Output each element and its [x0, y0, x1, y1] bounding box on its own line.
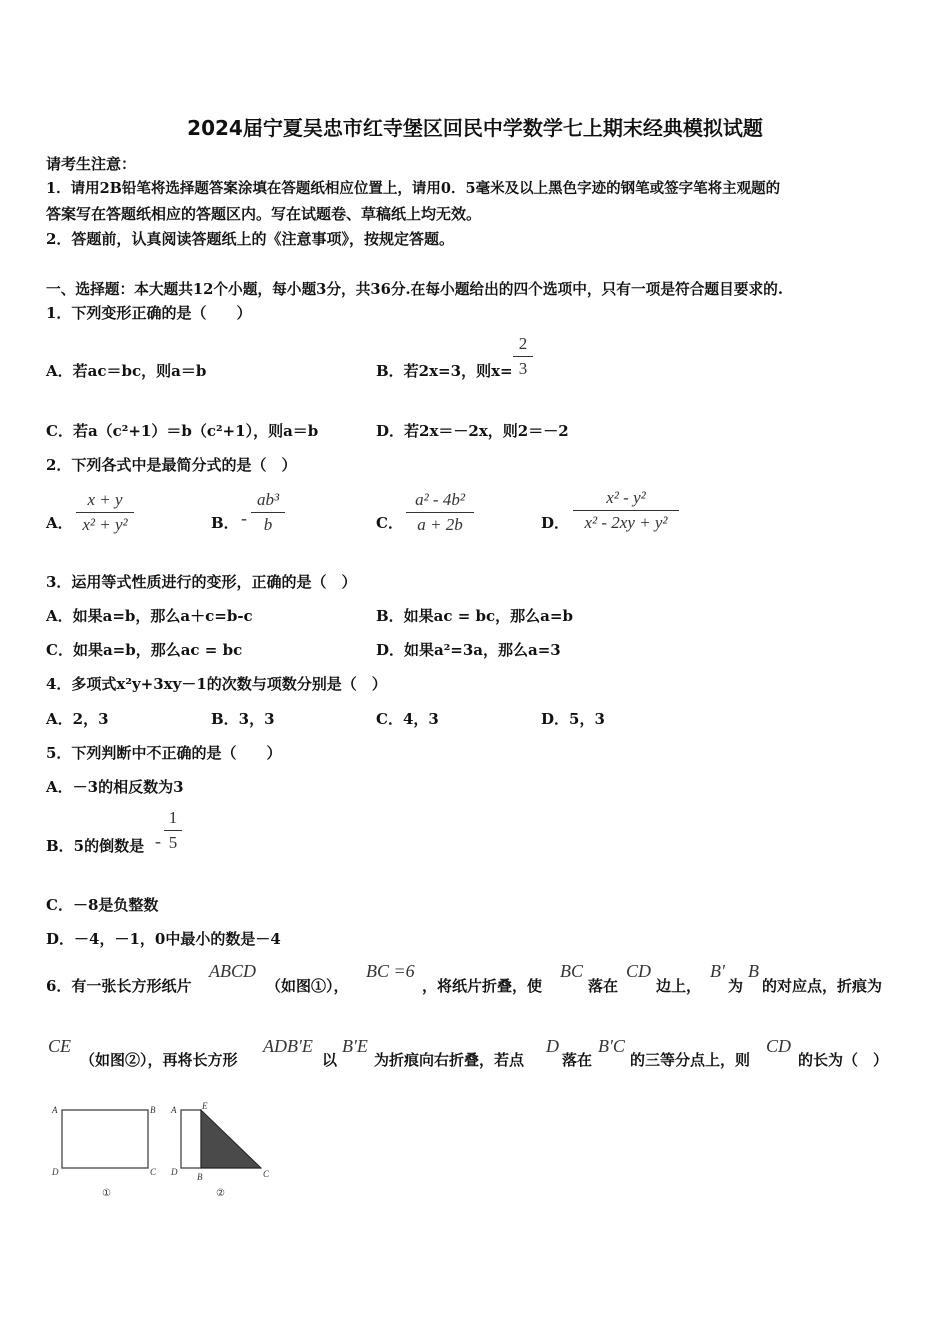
figure-1-caption: ① — [102, 1188, 111, 1199]
figure-2-label-b: B — [197, 1172, 203, 1182]
q5-stem: 5．下列判断中不正确的是（ ） — [46, 744, 282, 762]
q6-math-adbe: ADB′E — [263, 1036, 313, 1056]
q4-option-a: A．2，3 — [46, 710, 109, 728]
notice-heading: 请考生注意： — [46, 155, 137, 173]
q3-stem: 3．运用等式性质进行的变形，正确的是（ ） — [46, 573, 357, 591]
q6-math-b: B — [748, 961, 759, 981]
q1-option-a: A．若ac＝bc，则a＝b — [46, 362, 207, 380]
figure-1-label-c: C — [150, 1167, 157, 1177]
q2-option-b-sign: - — [241, 508, 247, 528]
q6-text-1: 6．有一张长方形纸片 — [46, 977, 192, 995]
q3-option-c: C．如果a=b，那么ac = bc — [46, 641, 243, 659]
figure-1-label-d: D — [52, 1167, 59, 1177]
q2-stem: 2．下列各式中是最简分式的是（ ） — [46, 456, 297, 474]
fraction-numerator: x² - y² — [606, 488, 646, 507]
fraction-denominator: a + 2b — [417, 515, 463, 534]
q2-option-d-label: D． — [541, 514, 570, 532]
q6-text-4: 落在 — [588, 977, 619, 995]
figure-2-folded-triangle — [201, 1110, 261, 1168]
q2-option-b-fraction — [251, 490, 285, 535]
q6-math-d: D — [546, 1036, 559, 1056]
q6-math-bc: BC — [560, 961, 584, 981]
q5-option-d: D．－4，－1，0中最小的数是－4 — [46, 930, 281, 948]
q1-stem: 1．下列变形正确的是（ ） — [46, 304, 252, 322]
q6-text-5: 边上， — [656, 977, 702, 995]
q3-option-b: B．如果ac = bc，那么a=b — [376, 607, 573, 625]
q2-option-c-label: C． — [376, 514, 403, 532]
q4-stem: 4．多项式x²y+3xy－1的次数与项数分别是（ ） — [46, 675, 387, 693]
q2-option-a-fraction — [76, 490, 134, 535]
q6-text-7: 的对应点，折痕为 — [762, 977, 883, 995]
figure-1-label-a: A — [52, 1105, 58, 1115]
fraction-denominator: 5 — [168, 833, 178, 852]
fraction-denominator: x² - 2xy + y² — [584, 513, 668, 532]
fraction-bar — [573, 510, 679, 511]
q6-text-9: 以 — [322, 1051, 338, 1069]
q6-math-b-prime: B′ — [710, 961, 725, 981]
q6-text-2: （如图①）， — [266, 977, 349, 995]
figure-2 — [170, 1101, 270, 1199]
q6-math-bc-prime: B′C — [598, 1036, 625, 1056]
fraction-denominator: 3 — [518, 359, 528, 378]
figure-1 — [51, 1105, 157, 1199]
figure-2-label-a: A — [171, 1105, 177, 1115]
fraction-bar — [251, 512, 285, 513]
fraction-numerator: a² - 4b² — [415, 490, 465, 509]
figure-1-label-b: B — [150, 1105, 156, 1115]
notice-line-1b: 答案写在答题纸相应的答题区内。写在试题卷、草稿纸上均无效。 — [46, 205, 482, 223]
q2-option-b-label: B． — [211, 514, 239, 532]
fraction-bar — [164, 830, 182, 831]
q2-option-d-fraction — [573, 488, 679, 533]
fraction-numerator: x + y — [87, 490, 123, 509]
figure-2-label-c: C — [263, 1169, 270, 1179]
q6-math-ce: CE — [48, 1036, 72, 1056]
fraction-numerator: 1 — [168, 808, 178, 827]
q6-text-6: 为 — [728, 977, 744, 995]
q6-math-abcd: ABCD — [209, 961, 256, 981]
fraction-denominator: b — [263, 515, 273, 534]
fraction-numerator: 2 — [518, 334, 528, 353]
q6-text-8: （如图②），再将长方形 — [80, 1051, 238, 1069]
q6-text-10: 为折痕向右折叠，若点 — [374, 1051, 525, 1069]
q6-text-13: 的长为（ ） — [798, 1051, 889, 1069]
notice-line-2: 2．答题前，认真阅读答题纸上的《注意事项》，按规定答题。 — [46, 230, 454, 248]
q6-text-3: ，将纸片折叠，使 — [422, 977, 543, 995]
q5-option-a: A．－3的相反数为3 — [46, 778, 184, 796]
q4-option-b: B．3，3 — [211, 710, 275, 728]
q6-text-11: 落在 — [562, 1051, 593, 1069]
q5-option-b: B．5的倒数是 — [46, 837, 145, 855]
fraction-bar — [513, 356, 533, 357]
q3-option-a: A．如果a=b，那么a＋c=b-c — [46, 607, 253, 625]
page-title: 2024届宁夏吴忠市红寺堡区回民中学数学七上期末经典模拟试题 — [187, 116, 763, 140]
q4-option-d: D．5，3 — [541, 710, 605, 728]
q3-option-d: D．如果a²=3a，那么a=3 — [376, 641, 561, 659]
fraction-numerator: ab³ — [256, 490, 280, 509]
q6-math-bc6: BC =6 — [366, 961, 415, 981]
q6-math-cd: CD — [626, 961, 652, 981]
q1-option-d: D．若2x＝－2x，则2＝－2 — [376, 422, 569, 440]
q5-option-c: C．－8是负整数 — [46, 896, 159, 914]
figure-2-label-d: D — [171, 1167, 178, 1177]
q6-figures — [50, 1100, 280, 1200]
notice-line-1: 1．请用2B铅笔将选择题答案涂填在答题纸相应位置上，请用0．5毫米及以上黑色字迹的钢笔或签字笔将主观题的 — [46, 180, 781, 197]
fraction-bar — [76, 512, 134, 513]
q5-option-b-sign: - — [155, 831, 161, 851]
figure-2-label-e: E — [202, 1101, 208, 1111]
q6-math-be: B′E — [342, 1036, 368, 1056]
figure-2-rectangle — [181, 1110, 201, 1168]
q4-option-c: C．4，3 — [376, 710, 439, 728]
q1-option-b: B．若2x=3，则x= — [376, 362, 513, 380]
q6-math-cd-2: CD — [766, 1036, 792, 1056]
figure-1-rectangle — [62, 1110, 148, 1168]
fraction-bar — [406, 512, 474, 513]
q1-option-c: C．若a（c²+1）＝b（c²+1），则a＝b — [46, 422, 319, 440]
section-heading: 一、选择题：本大题共12个小题，每小题3分，共36分.在每小题给出的四个选项中，只有一项是符合题目要求的. — [46, 281, 783, 298]
q2-option-c-fraction — [406, 490, 474, 535]
q2-option-a-label: A． — [46, 514, 73, 532]
q1-option-b-fraction — [513, 334, 533, 379]
q6-text-12: 的三等分点上，则 — [630, 1051, 751, 1069]
fraction-denominator: x² + y² — [82, 515, 128, 534]
figure-2-caption: ② — [216, 1188, 225, 1199]
q5-option-b-fraction — [164, 808, 182, 853]
